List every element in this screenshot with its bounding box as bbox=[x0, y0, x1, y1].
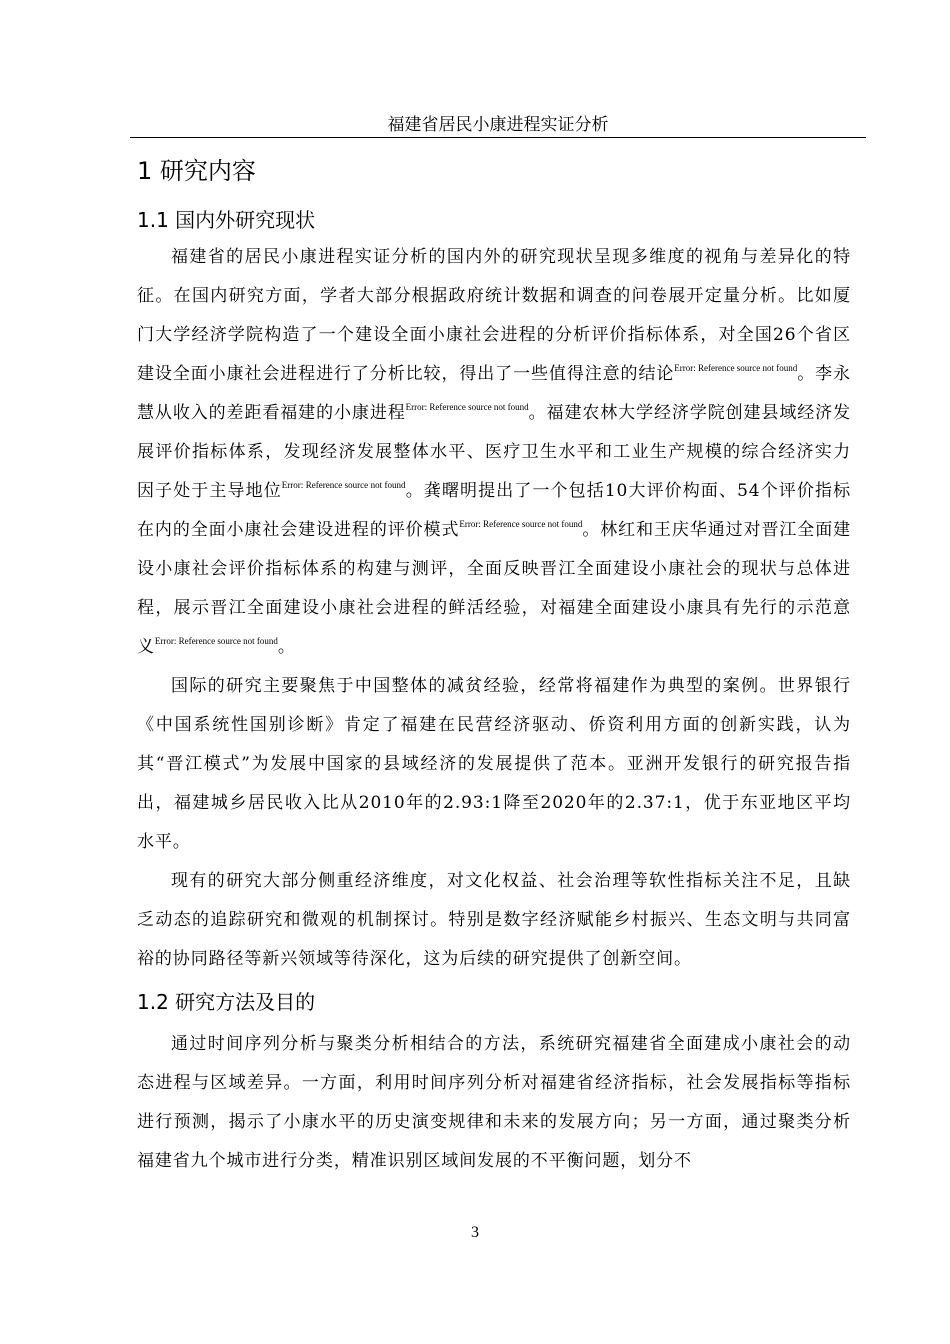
paragraph-text: 。 bbox=[277, 637, 296, 657]
reference-error: Error: Reference source not found bbox=[405, 402, 529, 412]
paragraph-domestic-research bbox=[137, 238, 851, 667]
reference-error: Error: Reference source not found bbox=[154, 636, 278, 646]
paragraph-research-gaps: 现有的研究大部分侧重经济维度，对文化权益、社会治理等软性指标关注不足，且缺乏动态的追踪研究和微观的机制探讨。特别是数字经济赋能乡村振兴、生态文明与共同富裕的协同路径等新兴领域等待深化，这为后续的研究提供了创新空间。 bbox=[137, 871, 851, 969]
running-header: 福建省居民小康进程实证分析 bbox=[387, 115, 609, 135]
page-number: 3 bbox=[471, 1224, 479, 1241]
reference-error: Error: Reference source not found bbox=[459, 519, 583, 529]
paragraph-text: 。李永慧从收入的差距看福建的小康进程 bbox=[137, 364, 851, 423]
paragraph-text: 福建省的居民小康进程实证分析的国内外的研究现状呈现多维度的视角与差异化的特征。在国内研究方面，学者大部分根据政府统计数据和调查的问卷展开定量分析。比如厦门大学经济学院构造了一个建设全面小康社会进程的分析评价指标体系，对全国26个省区建设全面小康社会进程进行了分析比较，得出了一些值得注意的结论 bbox=[137, 247, 851, 384]
paragraph-text: 。福建农林大学经济学院创建县域经济发展评价指标体系，发现经济发展整体水平、医疗卫生水平和工业生产规模的综合经济实力因子处于主导地位 bbox=[137, 403, 851, 501]
document-body bbox=[137, 143, 851, 1181]
paragraph-methods: 通过时间序列分析与聚类分析相结合的方法，系统研究福建省全面建成小康社会的动态进程与区域差异。一方面，利用时间序列分析对福建省经济指标，社会发展指标等指标进行预测，揭示了小康水平的历史演变规律和未来的发展方向；另一方面，通过聚类分析福建省九个城市进行分类，精准识别区域间发展的不平衡问题，划分不 bbox=[137, 1034, 851, 1171]
header-rule bbox=[130, 137, 866, 138]
paragraph-international-research: 国际的研究主要聚焦于中国整体的减贫经验，经常将福建作为典型的案例。世界银行《中国系统性国别诊断》肯定了福建在民营经济驱动、侨资利用方面的创新实践，认为其“晋江模式”为发展中国家的县域经济的发展提供了范本。亚洲开发银行的研究报告指出，福建城乡居民收入比从2010年的2.93:1降至2020年的2.37:1，优于东亚地区平均水平。 bbox=[137, 676, 851, 852]
reference-error: Error: Reference source not found bbox=[281, 480, 406, 490]
section-heading-1: 1 研究内容 bbox=[137, 157, 256, 185]
paragraph-text: 。林红和王庆华通过对晋江全面建设小康社会评价指标体系的构建与测评，全面反映晋江全面建设小康社会的现状与总体进程，展示晋江全面建设小康社会进程的鲜活经验，对福建全面建设小康具有先行的示范意义 bbox=[137, 520, 851, 657]
reference-error: Error: Reference source not found bbox=[674, 363, 798, 373]
paragraph-text: 。龚曙明提出了一个包括10大评价构面、54个评价指标在内的全面小康社会建设进程的评价模式 bbox=[137, 481, 851, 540]
section-heading-1-1: 1.1 国内外研究现状 bbox=[137, 208, 316, 232]
section-heading-1-2: 1.2 研究方法及目的 bbox=[137, 990, 316, 1014]
